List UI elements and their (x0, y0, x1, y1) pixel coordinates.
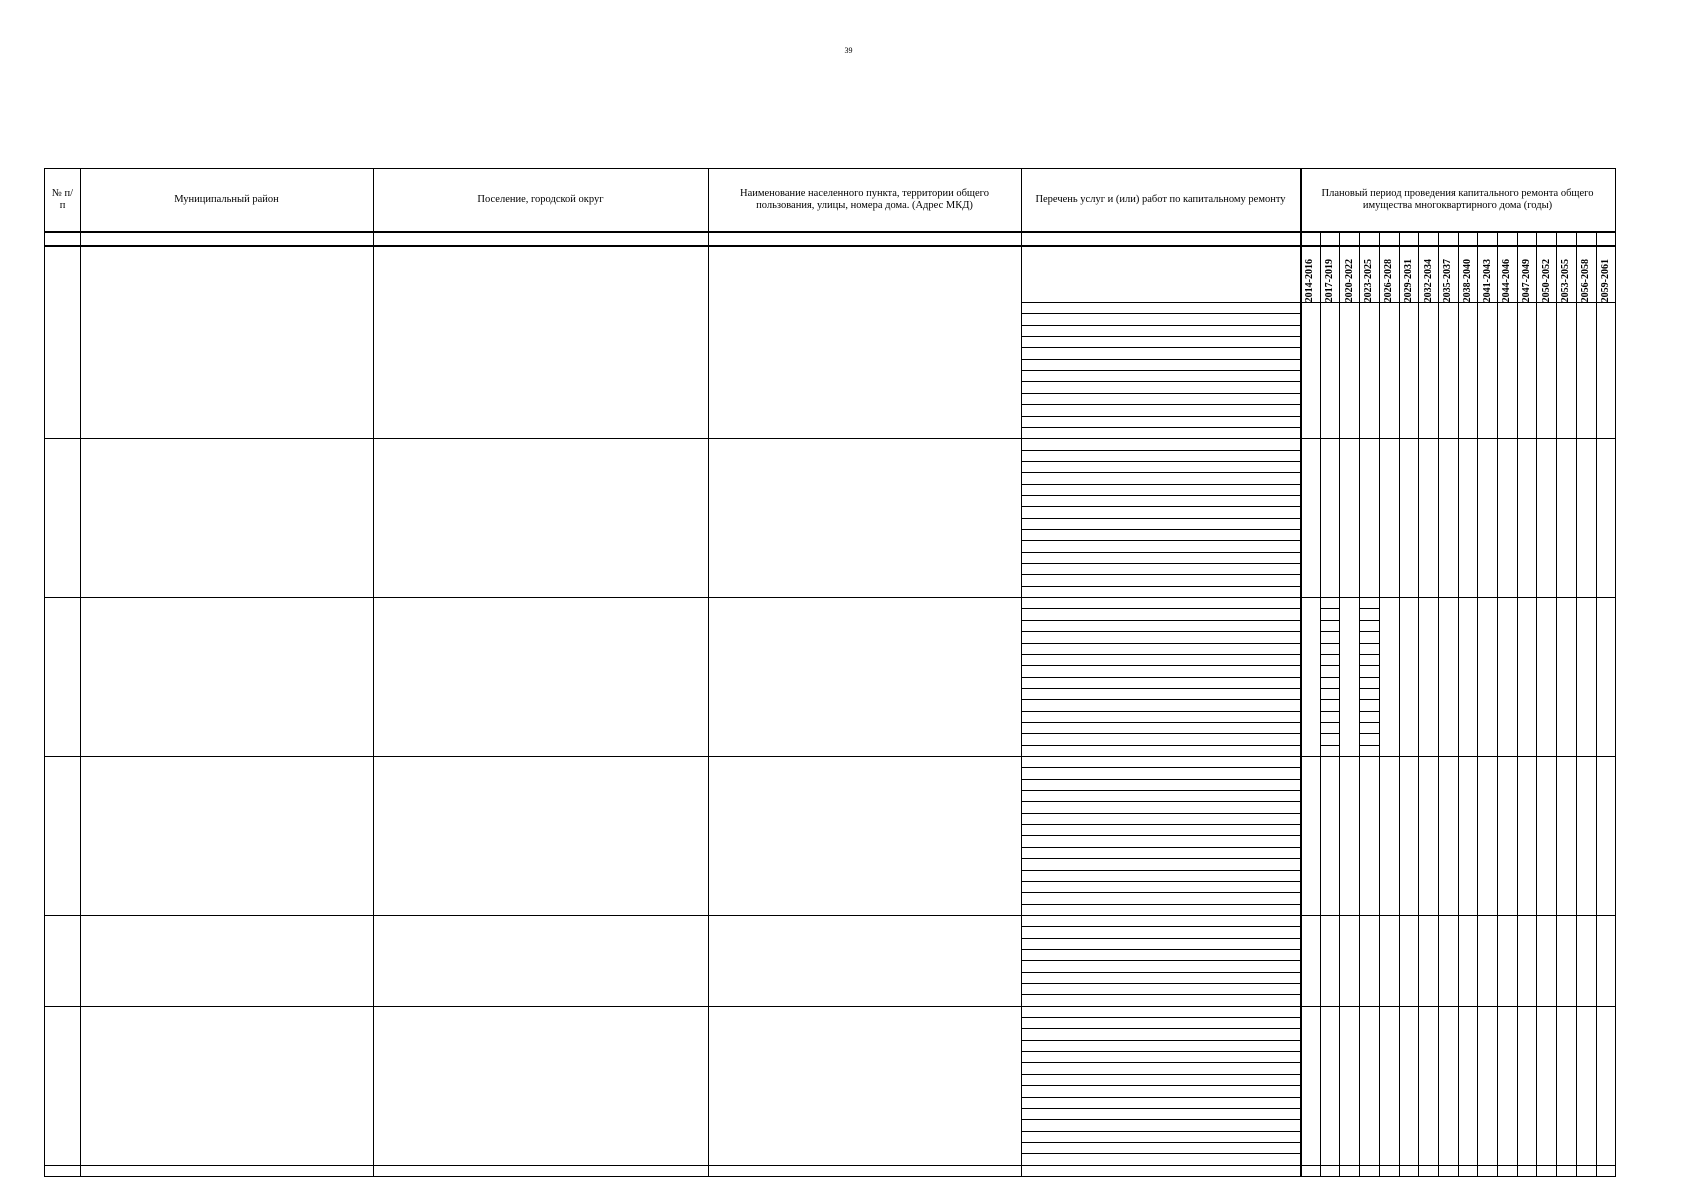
grid-line (1359, 677, 1379, 678)
work-item (1021, 915, 1300, 926)
row-address (708, 756, 1021, 915)
year-header-2053-2055 (1556, 245, 1576, 302)
column-number (1596, 231, 1616, 245)
work-item (1021, 949, 1300, 960)
year-header-2047-2049 (1517, 245, 1537, 302)
work-item (1021, 1006, 1300, 1017)
work-item (1021, 813, 1300, 824)
row-address (708, 597, 1021, 756)
year-header-2017-2019 (1320, 245, 1340, 302)
work-item (1021, 711, 1300, 722)
work-item (1021, 801, 1300, 812)
planned-mark (1320, 643, 1340, 654)
work-item (1021, 302, 1300, 313)
work-item (1021, 892, 1300, 903)
header-col-period: Плановый период проведения капитального ремонта общего имущества многоквартирного дома (годы) (1321, 188, 1594, 211)
column-number (45, 231, 80, 245)
planned-mark (1320, 711, 1340, 722)
planned-mark (1359, 722, 1379, 733)
work-item (1021, 960, 1300, 971)
row-settlement (373, 915, 708, 1006)
work-item (1021, 994, 1300, 1005)
column-number (1399, 231, 1419, 245)
grid-line (1021, 960, 1300, 961)
work-item (1021, 767, 1300, 778)
column-number (1576, 231, 1596, 245)
grid-line (1021, 631, 1300, 632)
header-col-settlement: Поселение, городской округ (477, 194, 604, 205)
row-district (80, 756, 373, 915)
work-item (1021, 722, 1300, 733)
row-number (45, 302, 80, 438)
grid-line (1021, 1017, 1300, 1018)
grid-line (1596, 231, 1597, 1176)
year-header-2014-2016 (1300, 245, 1320, 302)
grid-line (1021, 688, 1300, 689)
work-item (1021, 926, 1300, 937)
work-item (1021, 688, 1300, 699)
grid-line (1399, 231, 1400, 1176)
grid-line (1477, 231, 1478, 1176)
grid-line (1021, 938, 1300, 939)
grid-line (1359, 733, 1379, 734)
grid-line (1021, 325, 1300, 326)
grid-line (1021, 347, 1300, 348)
year-header-2038-2040 (1458, 245, 1478, 302)
grid-line (1576, 231, 1577, 1176)
grid-line (1021, 518, 1300, 519)
work-item (1021, 938, 1300, 949)
grid-line (1359, 711, 1379, 712)
year-label: 2050-2052 (1540, 258, 1552, 302)
grid-line (1021, 1142, 1300, 1143)
grid-line (1021, 416, 1300, 417)
grid-line (1021, 983, 1300, 984)
work-item (1021, 370, 1300, 381)
work-item (1021, 506, 1300, 517)
work-item (1021, 983, 1300, 994)
year-header-2026-2028 (1379, 245, 1399, 302)
grid-line (1021, 699, 1300, 700)
year-label: 2020-2022 (1343, 258, 1355, 302)
row-number (45, 1006, 80, 1165)
grid-line (1021, 1074, 1300, 1075)
grid-line (1556, 231, 1557, 1176)
capital-repair-table (44, 168, 1616, 1177)
column-number (1359, 231, 1379, 245)
work-item (1021, 1028, 1300, 1039)
grid-line (1021, 733, 1300, 734)
column-number (373, 231, 708, 245)
work-item (1021, 484, 1300, 495)
work-item (1021, 438, 1300, 449)
grid-line (1021, 1119, 1300, 1120)
work-item (1021, 336, 1300, 347)
grid-line (1021, 552, 1300, 553)
grid-line (1021, 620, 1300, 621)
planned-mark (1359, 511, 1379, 525)
year-label: 2047-2049 (1521, 258, 1533, 302)
grid-line (1021, 1131, 1300, 1132)
grid-line (1021, 847, 1300, 848)
work-item (1021, 790, 1300, 801)
grid-line (1021, 722, 1300, 723)
grid-line (1021, 381, 1300, 382)
grid-line (1021, 801, 1300, 802)
grid-line (1458, 231, 1459, 1176)
grid-line (1021, 1108, 1300, 1109)
work-item (1021, 313, 1300, 324)
header-col-number: № п/п (51, 188, 74, 211)
grid-line (1517, 231, 1518, 1176)
year-header-2059-2061 (1596, 245, 1616, 302)
planned-mark (1320, 745, 1340, 756)
year-header-2041-2043 (1477, 245, 1497, 302)
planned-mark (1320, 597, 1340, 608)
work-item (1021, 620, 1300, 631)
work-item (1021, 563, 1300, 574)
grid-line (1379, 231, 1380, 1176)
column-number (1536, 231, 1556, 245)
grid-line (1021, 654, 1300, 655)
work-item (1021, 495, 1300, 506)
work-item (1021, 824, 1300, 835)
grid-line (1021, 835, 1300, 836)
year-label: 2026-2028 (1383, 258, 1395, 302)
planned-mark (1320, 1078, 1340, 1092)
grid-line (1021, 336, 1300, 337)
work-item (1021, 972, 1300, 983)
row-district (80, 915, 373, 1006)
work-item (1021, 835, 1300, 846)
work-item (1021, 529, 1300, 540)
work-item (1021, 450, 1300, 461)
grid-line (1021, 745, 1300, 746)
row-settlement (373, 756, 708, 915)
column-number (708, 231, 1021, 245)
work-item (1021, 597, 1300, 608)
grid-line (1021, 892, 1300, 893)
grid-line (1021, 302, 1615, 303)
grid-line (1021, 529, 1300, 530)
grid-line (1021, 1062, 1300, 1063)
grid-line (1021, 711, 1300, 712)
work-item (1021, 1142, 1300, 1153)
grid-line (373, 169, 374, 1176)
grid-line (1021, 904, 1300, 905)
work-item (1021, 1085, 1300, 1096)
year-header-2023-2025 (1359, 245, 1379, 302)
column-number (80, 231, 373, 245)
grid-line (1021, 972, 1300, 973)
grid-line (1021, 393, 1300, 394)
grid-line (1021, 677, 1300, 678)
grid-line (1021, 608, 1300, 609)
work-item (1021, 586, 1300, 597)
grid-line (1359, 608, 1379, 609)
grid-line (80, 169, 81, 1176)
work-item (1021, 359, 1300, 370)
work-item (1021, 654, 1300, 665)
row-address (708, 915, 1021, 1006)
row-district (80, 438, 373, 597)
work-item (1021, 665, 1300, 676)
year-label: 2014-2016 (1304, 258, 1316, 302)
grid-line (1021, 1040, 1300, 1041)
grid-line (1497, 231, 1498, 1176)
grid-line (1021, 1153, 1300, 1154)
planned-mark (1458, 953, 1478, 967)
column-number (1320, 231, 1340, 245)
grid-line (1021, 506, 1300, 507)
header-col-address: Наименование населенного пункта, территории общего пользования, улицы, номера дома. (Адрес МКД) (740, 188, 989, 211)
grid-line (1021, 169, 1022, 1176)
work-item (1021, 1051, 1300, 1062)
grid-line (1021, 926, 1300, 927)
grid-line (1021, 461, 1300, 462)
work-item (1021, 427, 1300, 438)
work-item (1021, 677, 1300, 688)
column-number (1379, 231, 1399, 245)
row-settlement (373, 302, 708, 438)
row-district (80, 1006, 373, 1165)
column-number (1556, 231, 1576, 245)
work-item (1021, 574, 1300, 585)
row-number (45, 915, 80, 1006)
work-item (1021, 870, 1300, 881)
grid-line (1320, 231, 1321, 1176)
planned-mark (1359, 643, 1379, 654)
grid-line (1418, 231, 1419, 1176)
year-label: 2023-2025 (1363, 258, 1375, 302)
grid-line (1021, 994, 1300, 995)
grid-line (1021, 790, 1300, 791)
column-number (1339, 231, 1359, 245)
grid-line (1021, 586, 1300, 587)
work-item (1021, 745, 1300, 756)
year-header-2044-2046 (1497, 245, 1517, 302)
work-item (1021, 461, 1300, 472)
year-header-2050-2052 (1536, 245, 1556, 302)
work-item (1021, 1153, 1300, 1164)
planned-mark (1320, 608, 1340, 619)
work-item (1021, 756, 1300, 767)
grid-line (1359, 231, 1360, 1176)
grid-line (1339, 231, 1340, 1176)
grid-line (1359, 665, 1379, 666)
year-label: 2035-2037 (1442, 258, 1454, 302)
page-number: 39 (844, 46, 853, 55)
work-item (1021, 1108, 1300, 1119)
row-address (708, 302, 1021, 438)
work-item (1021, 699, 1300, 710)
work-item (1021, 1040, 1300, 1051)
year-header-2020-2022 (1339, 245, 1359, 302)
work-item (1021, 381, 1300, 392)
year-label: 2041-2043 (1481, 258, 1493, 302)
year-label: 2059-2061 (1599, 258, 1611, 302)
grid-line (1021, 643, 1300, 644)
work-item (1021, 1119, 1300, 1130)
grid-line (1021, 870, 1300, 871)
planned-mark (1320, 733, 1340, 744)
row-number (45, 597, 80, 756)
grid-line (1021, 427, 1300, 428)
column-number (1458, 231, 1478, 245)
year-label: 2017-2019 (1324, 258, 1336, 302)
year-label: 2044-2046 (1501, 258, 1513, 302)
grid-line (1021, 779, 1300, 780)
work-item (1021, 1074, 1300, 1085)
grid-line (1021, 767, 1300, 768)
work-item (1021, 631, 1300, 642)
grid-line (1359, 620, 1379, 621)
grid-line (1021, 1028, 1300, 1029)
column-number (1438, 231, 1458, 245)
year-label: 2053-2055 (1560, 258, 1572, 302)
grid-line (1021, 404, 1300, 405)
grid-line (1359, 688, 1379, 689)
planned-mark (1320, 688, 1340, 699)
grid-line (1021, 484, 1300, 485)
work-item (1021, 779, 1300, 790)
grid-line (1359, 745, 1379, 746)
row-number (45, 438, 80, 597)
grid-line (1021, 540, 1300, 541)
work-item (1021, 393, 1300, 404)
work-item (1021, 858, 1300, 869)
planned-mark (1320, 654, 1340, 665)
row-address (708, 1006, 1021, 1165)
work-item (1021, 540, 1300, 551)
work-item (1021, 1097, 1300, 1108)
grid-line (1021, 563, 1300, 564)
row-settlement (373, 597, 708, 756)
planned-mark (1320, 631, 1340, 642)
work-item (1021, 847, 1300, 858)
row-settlement (373, 1006, 708, 1165)
header-col-works: Перечень услуг и (или) работ по капитальному ремонту (1035, 194, 1286, 205)
work-item (1021, 472, 1300, 483)
work-item (1021, 518, 1300, 529)
column-number (1418, 231, 1438, 245)
column-number (1300, 231, 1320, 245)
year-header-2029-2031 (1399, 245, 1419, 302)
column-number (1021, 231, 1300, 245)
grid-line (1021, 495, 1300, 496)
work-item (1021, 881, 1300, 892)
year-header-2035-2037 (1438, 245, 1458, 302)
work-item (1021, 1062, 1300, 1073)
work-item (1021, 416, 1300, 427)
grid-line (1021, 824, 1300, 825)
grid-line (1021, 1097, 1300, 1098)
grid-line (1021, 472, 1300, 473)
column-number (1477, 231, 1497, 245)
planned-mark (1320, 665, 1340, 676)
work-item (1021, 347, 1300, 358)
row-district (80, 302, 373, 438)
planned-mark (1477, 828, 1497, 842)
grid-line (1021, 1085, 1300, 1086)
grid-line (1438, 231, 1439, 1176)
grid-line (708, 169, 709, 1176)
grid-line (1021, 858, 1300, 859)
year-label: 2032-2034 (1422, 258, 1434, 302)
planned-mark (1320, 677, 1340, 688)
grid-line (1021, 813, 1300, 814)
row-settlement (373, 438, 708, 597)
grid-line (1359, 631, 1379, 632)
grid-line (1021, 574, 1300, 575)
work-item (1021, 904, 1300, 915)
planned-mark (1359, 699, 1379, 710)
year-label: 2038-2040 (1461, 258, 1473, 302)
row-address (708, 438, 1021, 597)
work-item (1021, 325, 1300, 336)
planned-mark (1320, 699, 1340, 710)
work-item (1021, 733, 1300, 744)
grid-line (1021, 949, 1300, 950)
work-item (1021, 404, 1300, 415)
grid-line (1021, 313, 1300, 314)
planned-mark (1339, 363, 1359, 377)
header-col-district: Муниципальный район (174, 194, 279, 205)
column-number (1497, 231, 1517, 245)
grid-line (1021, 1051, 1300, 1052)
grid-line (1300, 169, 1302, 1176)
planned-mark (1320, 620, 1340, 631)
work-item (1021, 552, 1300, 563)
grid-line (1021, 370, 1300, 371)
work-item (1021, 643, 1300, 654)
work-item (1021, 608, 1300, 619)
grid-line (1021, 881, 1300, 882)
year-label: 2029-2031 (1402, 258, 1414, 302)
work-item (1021, 1017, 1300, 1028)
year-header-2032-2034 (1418, 245, 1438, 302)
grid-line (1359, 654, 1379, 655)
work-item (1021, 1131, 1300, 1142)
grid-line (1021, 359, 1300, 360)
row-district (80, 597, 373, 756)
grid-line (1021, 450, 1300, 451)
row-number (45, 756, 80, 915)
grid-line (1021, 665, 1300, 666)
column-number (1517, 231, 1537, 245)
year-label: 2056-2058 (1580, 258, 1592, 302)
grid-line (1536, 231, 1537, 1176)
planned-mark (1320, 722, 1340, 733)
year-header-2056-2058 (1576, 245, 1596, 302)
